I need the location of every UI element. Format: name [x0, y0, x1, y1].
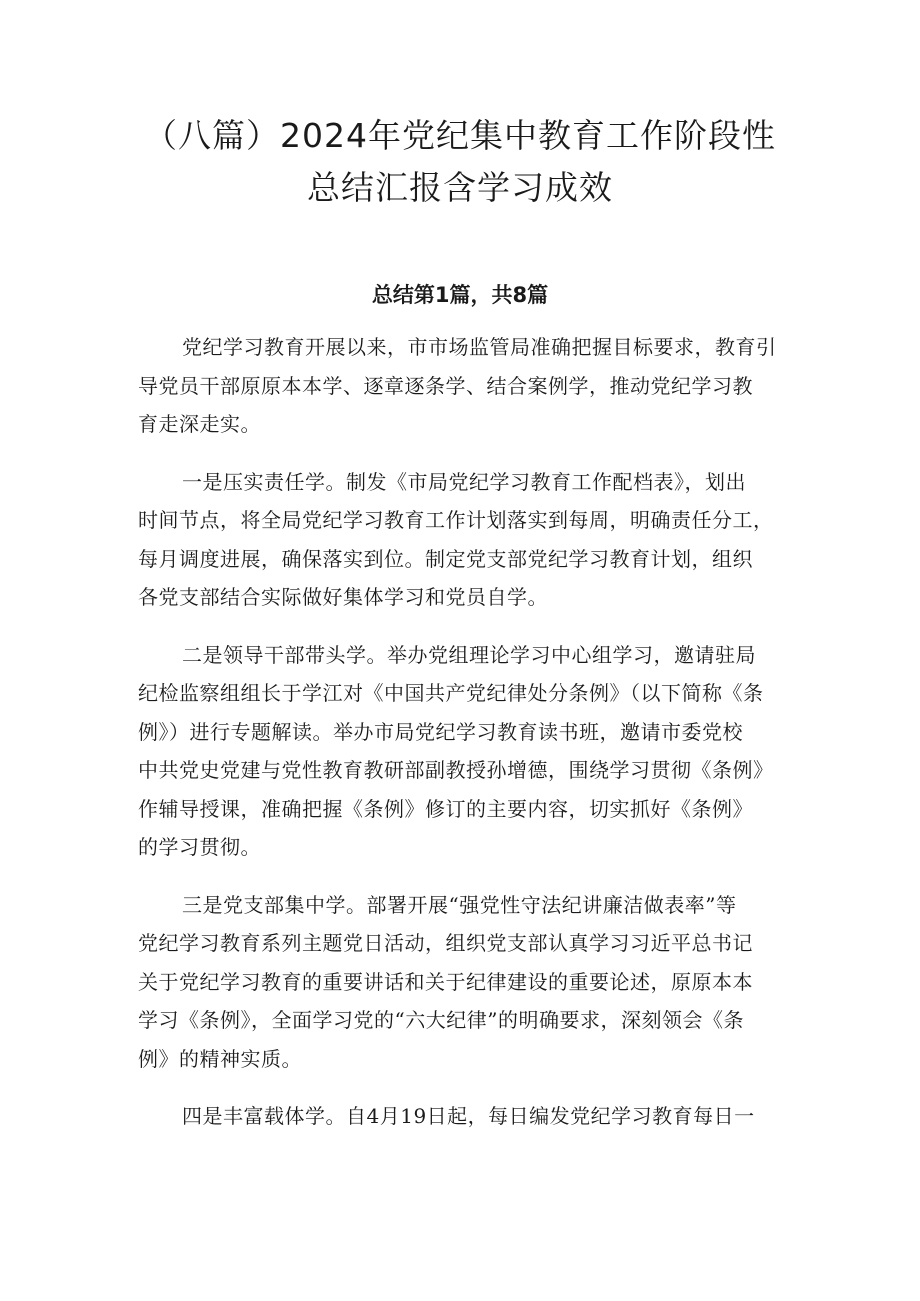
paragraph-line: 二是领导干部带头学。举办党组理论学习中心组学习，邀请驻局 [182, 642, 756, 667]
paragraph-line: 导党员干部原原本本学、逐章逐条学、结合案例学，推动党纪学习教 [138, 373, 753, 398]
paragraph-line: 纪检监察组组长于学江对《中国共产党纪律处分条例》（以下简称《条 [138, 681, 764, 705]
paragraph-line: 四是丰富载体学。自4月19日起，每日编发党纪学习教育每日一 [182, 1104, 755, 1128]
paragraph-responsibility [138, 463, 788, 617]
paragraph-line: 作辅导授课，准确把握《条例》修订的主要内容，切实抓好《条例》 [138, 796, 753, 821]
paragraph-leaders [138, 636, 788, 867]
paragraph-line: 例》的精神实质。 [138, 1046, 302, 1071]
document-title [100, 110, 820, 214]
paragraph-line: 育走深走实。 [138, 412, 261, 436]
paragraph-line: 中共党史党建与党性教育教研部副教授孙增德，围绕学习贯彻《条例》 [138, 758, 774, 782]
paragraph-intro [138, 328, 788, 444]
paragraph-line: 党纪学习教育系列主题党日活动，组织党支部认真学习习近平总书记 [138, 931, 753, 955]
paragraph-line: 例》）进行专题解读。举办市局党纪学习教育读书班，邀请市委党校 [138, 719, 743, 744]
paragraph-line: 一是压实责任学。制发《市局党纪学习教育工作配档表》，划出 [182, 469, 746, 494]
paragraph-line: 关于党纪学习教育的重要讲话和关于纪律建设的重要论述，原原本本 [138, 969, 753, 994]
paragraph-line: 学习《条例》，全面学习党的“六大纪律”的明确要求，深刻领会《条 [138, 1008, 744, 1032]
section-heading: 总结第1篇，共8篇 [371, 283, 549, 307]
paragraph-branch [138, 886, 788, 1079]
document-title-line-1: （八篇）2024年党纪集中教育工作阶段性 [144, 116, 776, 155]
paragraph-line: 各党支部结合实际做好集体学习和党员自学。 [138, 585, 548, 609]
paragraph-line: 三是党支部集中学。部署开展“强党性守法纪讲廉洁做表率”等 [182, 892, 737, 917]
paragraph-line: 每月调度进展，确保落实到位。制定党支部党纪学习教育计划，组织 [138, 546, 753, 571]
document-title-line-2: 总结汇报含学习成效 [307, 168, 613, 207]
paragraph-line: 党纪学习教育开展以来，市市场监管局准确把握目标要求，教育引 [182, 335, 777, 359]
paragraph-line: 的学习贯彻。 [138, 835, 261, 859]
paragraph-line: 时间节点，将全局党纪学习教育工作计划落实到每周，明确责任分工， [138, 508, 774, 532]
paragraph-carriers [138, 1097, 788, 1136]
document-body [138, 328, 788, 1155]
